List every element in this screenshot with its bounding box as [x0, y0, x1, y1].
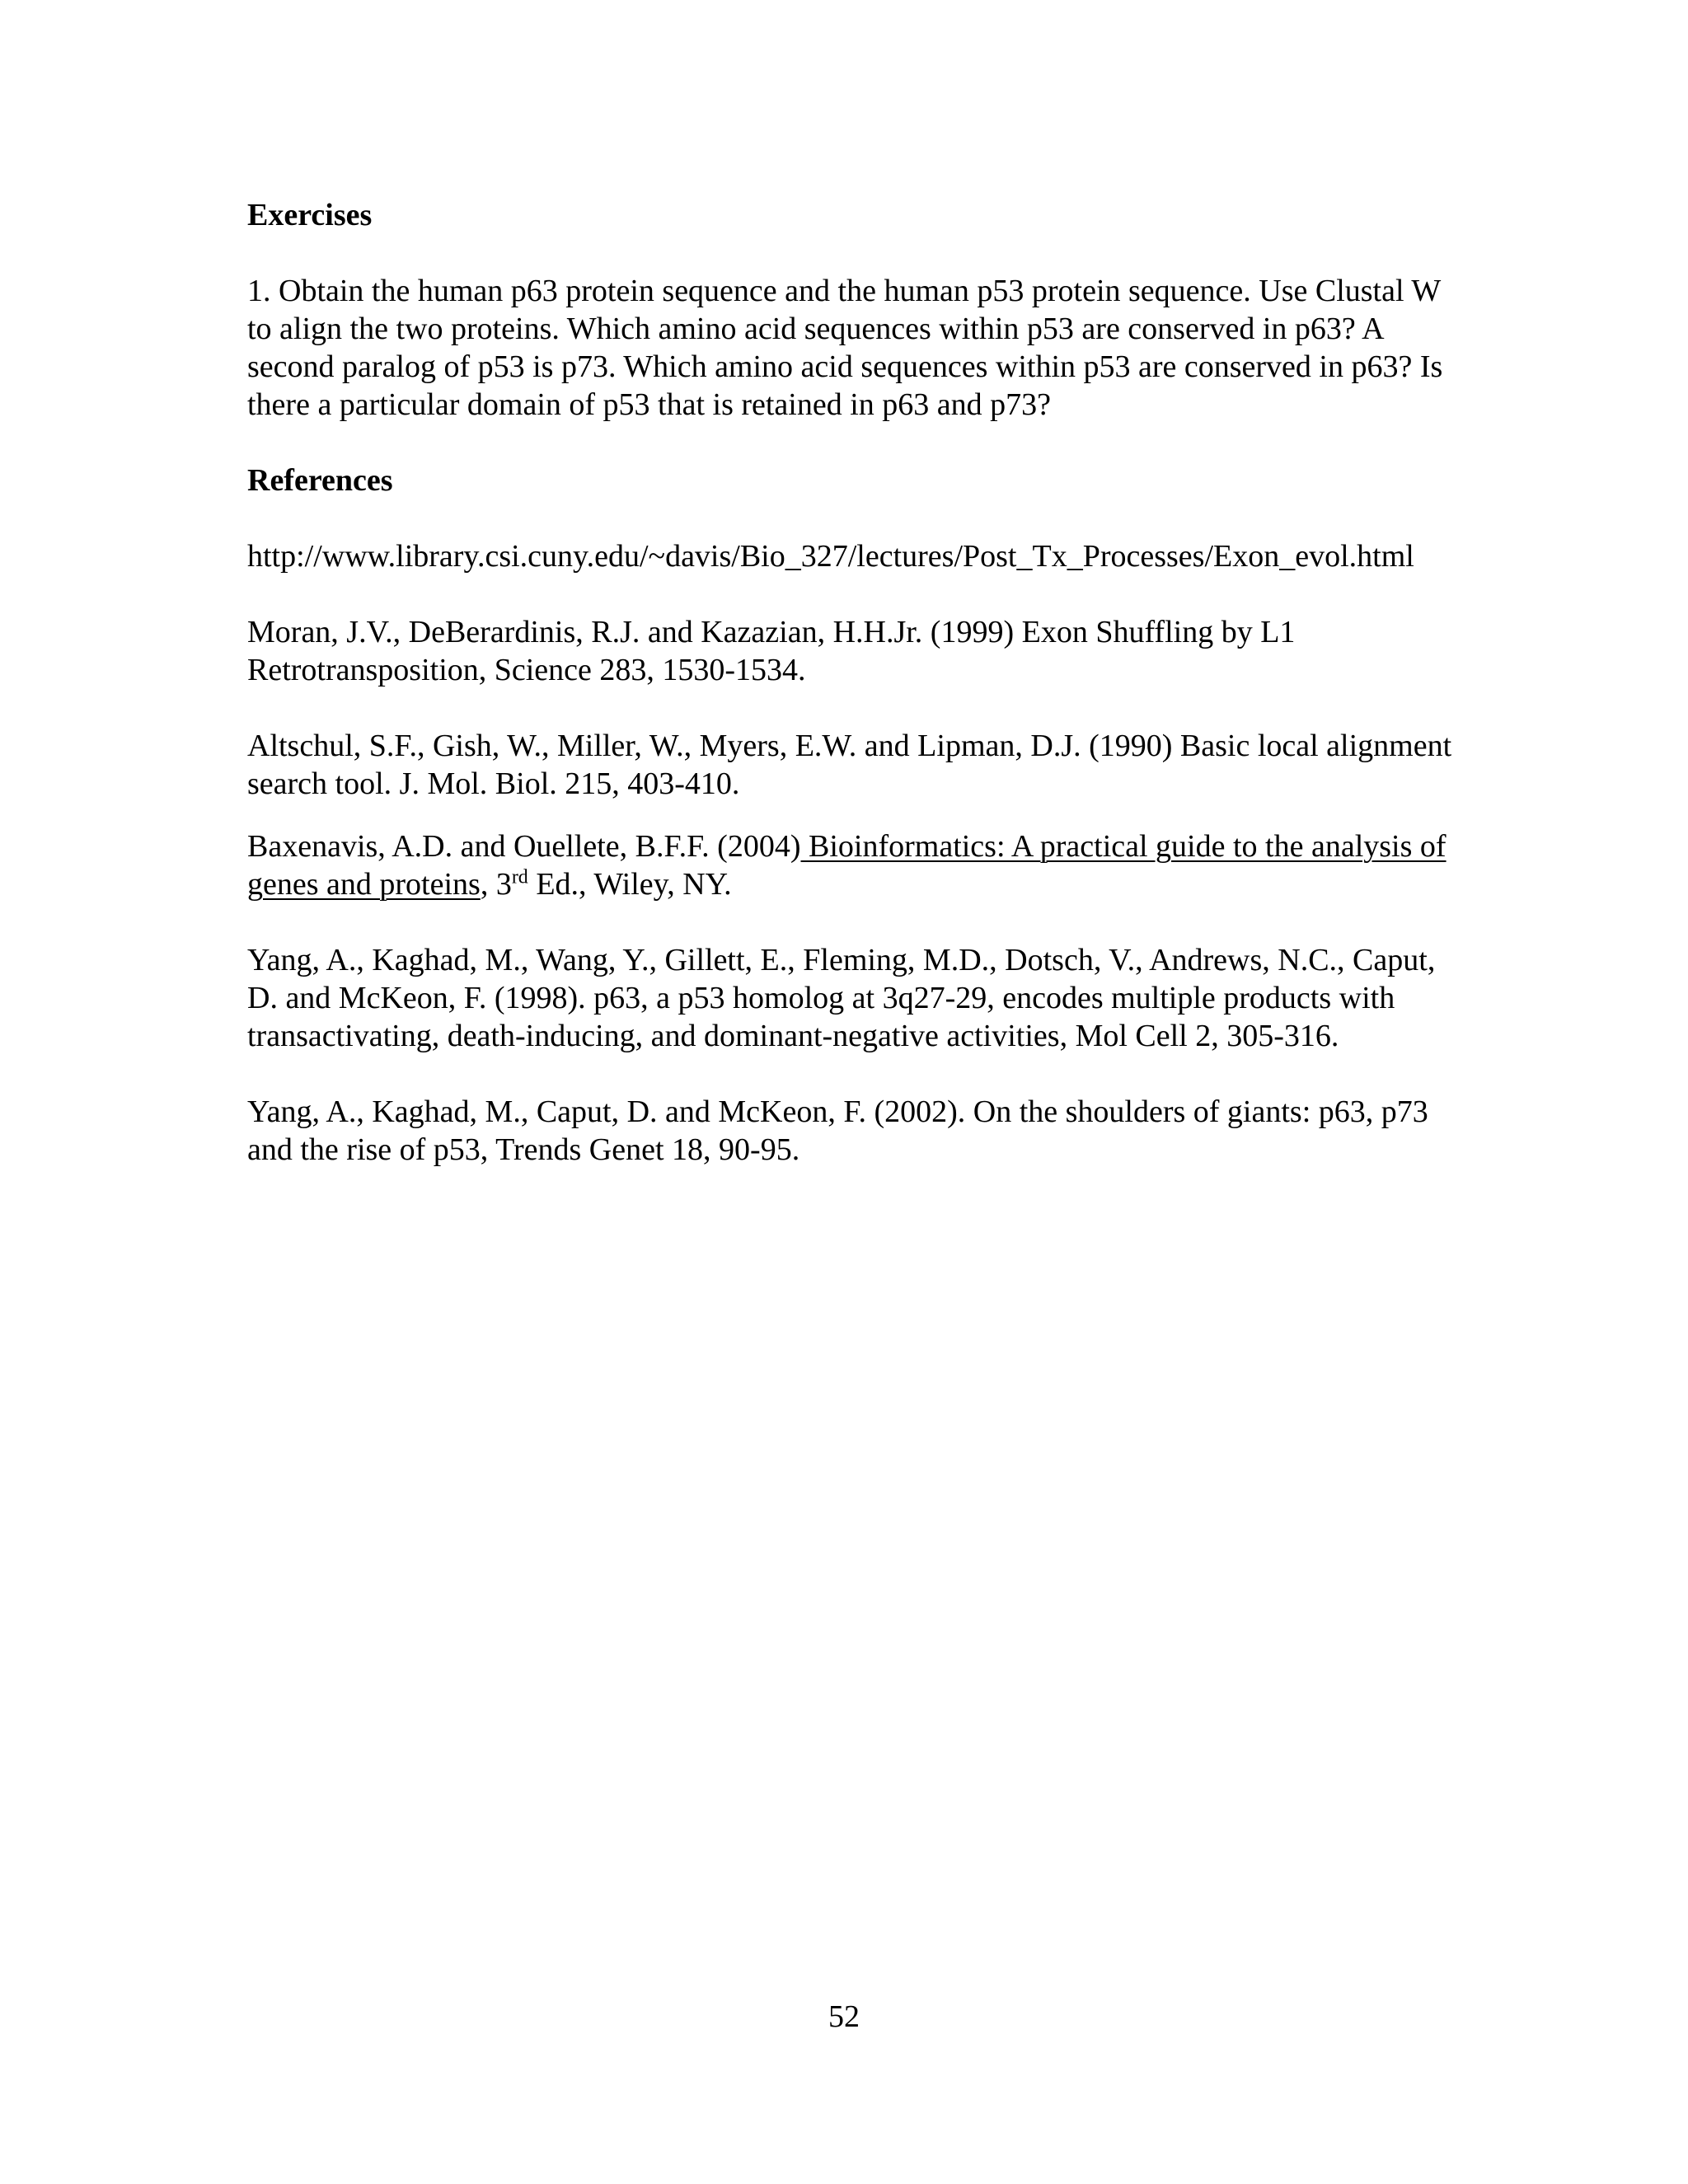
reference-url: http://www.library.csi.cuny.edu/~davis/Bio_327/lectures/Post_Tx_Processes/Exon_evol.html: [247, 539, 1414, 574]
reference-altschul: Altschul, S.F., Gish, W., Miller, W., Myers, E.W. and Lipman, D.J. (1990) Basic local alignment search tool. J. Mol. Biol. 215, 403-410.: [247, 729, 1452, 801]
exercise-1-text: 1. Obtain the human p63 protein sequence and the human p53 protein sequence. Use Clustal W to align the two proteins. Which amino acid sequences within p53 are conserved in p63? A second paralog of p53 is p73. Which amino acid sequences within p53 are conserved in p63? Is there a particular domain of p53 that is retained in p63 and p73?: [247, 274, 1443, 422]
reference-baxevanis-publisher: Ed., Wiley, NY.: [528, 867, 732, 902]
reference-baxevanis-book-title: Bioinformatics: A practical guide to the analysis of genes and proteins: [247, 829, 1447, 902]
reference-baxevanis-edition-suffix: rd: [511, 866, 528, 888]
page-number: 52: [828, 1999, 860, 2034]
references-heading: References: [247, 463, 393, 498]
reference-baxevanis-edition-number: , 3: [480, 867, 512, 902]
reference-yang-2002: Yang, A., Kaghad, M., Caput, D. and McKeon, F. (2002). On the shoulders of giants: p63, p73 and the rise of p53, Trends Genet 18, 90-95.: [247, 1094, 1428, 1167]
reference-yang-1998: Yang, A., Kaghad, M., Wang, Y., Gillett, E., Fleming, M.D., Dotsch, V., Andrews, N.C., Caput, D. and McKeon, F. (1998). p63, a p53 homolog at 3q27-29, encodes multiple products with transactivating, death-inducing, and dominant-negative activities, Mol Cell 2, 305-316.: [247, 943, 1436, 1053]
reference-baxevanis-authors: Baxenavis, A.D. and Ouellete, B.F.F. (2004): [247, 829, 801, 864]
reference-baxevanis: [247, 827, 1467, 903]
exercises-heading: Exercises: [247, 198, 373, 232]
reference-moran: Moran, J.V., DeBerardinis, R.J. and Kazazian, H.H.Jr. (1999) Exon Shuffling by L1 Retrotransposition, Science 283, 1530-1534.: [247, 615, 1296, 687]
page-content: [247, 196, 1467, 1169]
